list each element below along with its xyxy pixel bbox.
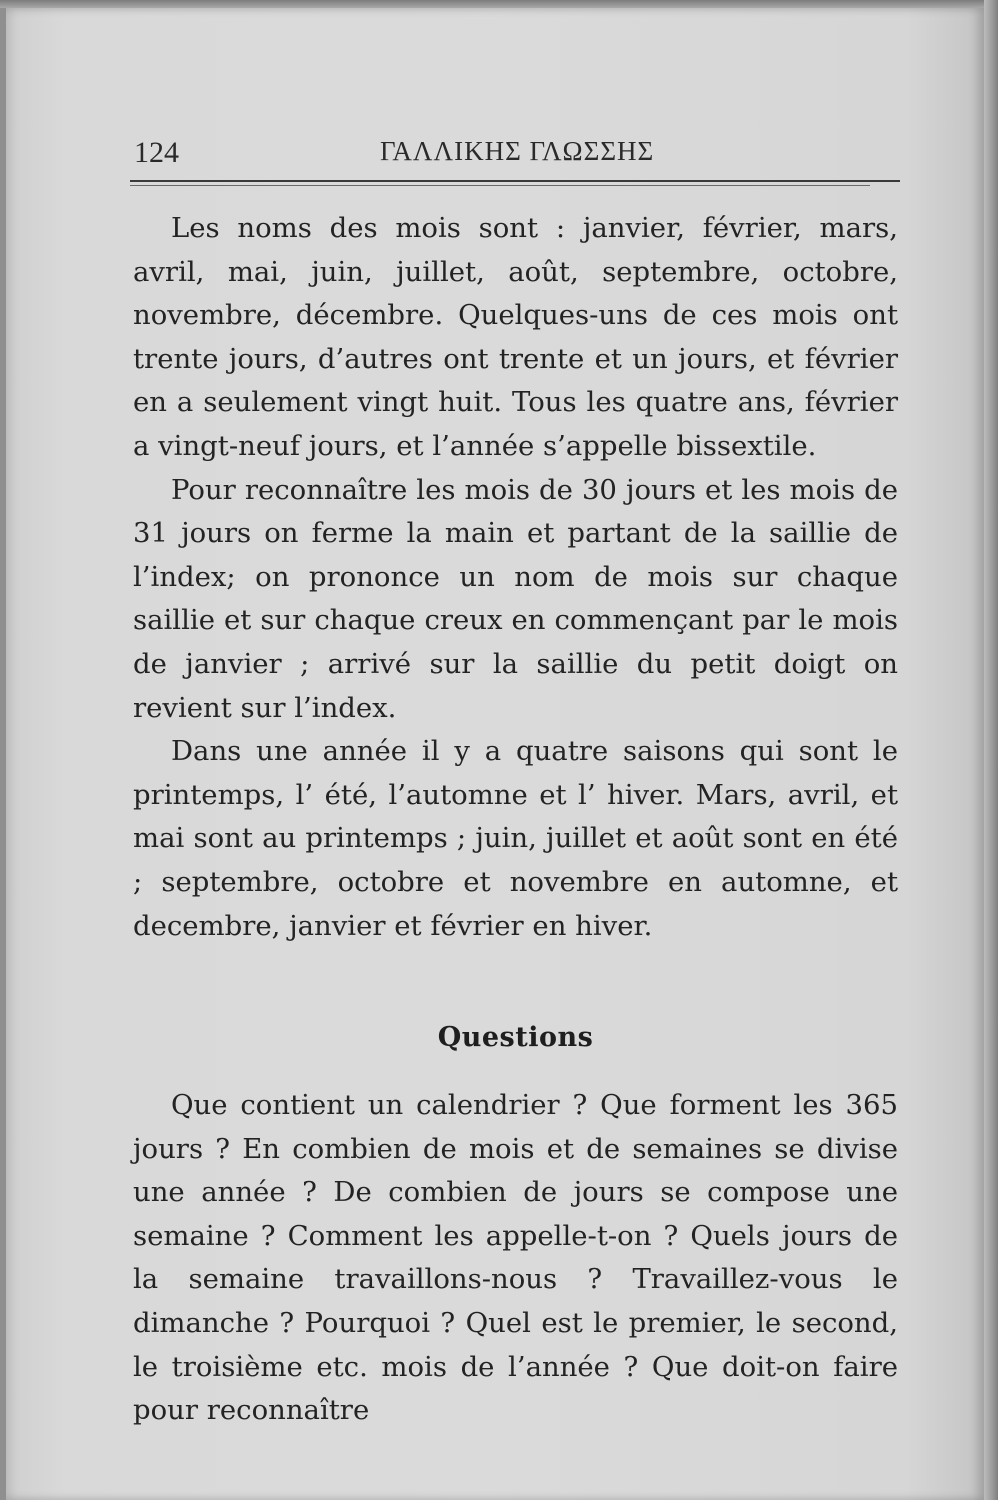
questions-block [133,1084,898,1433]
header-rule-thin [130,185,870,186]
paragraph-months: Les noms des mois sont : janvier, février, mars, avril, mai, juin, juillet, août, septembre, octobre, novembre, décembre. Quelques-uns de ces mois ont trente jours, d’autres ont trente et un jours, et février en a seulement vingt huit. Tous les quatre ans, février a vingt-neuf jours, et l’année s’appelle bissextile. [133,212,898,462]
paragraph-seasons: Dans une année il y a quatre saisons qui sont le printemps, l’ été, l’automne et l’ hiver. Mars, avril, et mai sont au printemps ; juin, juillet et août sont en été ; septembre, octobre et novembre en automne, et decembre, janvier et février en hiver. [133,735,898,942]
header-rule [130,180,900,182]
questions-paragraph: Que contient un calendrier ? Que forment les 365 jours ? En combien de mois et de semaines se divise une année ? De combien de jours se compose une semaine ? Comment les appelle-t-on ? Quels jours de la semaine travaillons-nous ? Travaillez-vous le dimanche ? Pourquoi ? Quel est le premier, le second, le troisième etc. mois de l’année ? Que doit-on faire pour reconnaître [133,1089,898,1427]
scan-right-edge [984,0,998,1500]
scan-top-edge [0,0,998,8]
paragraph-counting-months: Pour reconnaître les mois de 30 jours et les mois de 31 jours on ferme la main et partant de la saillie de l’index; on prononce un nom de mois sur chaque saillie et sur chaque creux en commençant par le mois de janvier ; arrivé sur la saillie du petit doigt on revient sur l’index. [133,473,898,724]
main-text [133,207,898,948]
page-header [130,132,900,172]
running-title: ΓΑΛΛΙΚΗΣ ΓΛΩΣΣΗΣ [380,136,655,166]
page-number: 124 [134,136,179,169]
questions-heading: Questions [437,1022,594,1053]
